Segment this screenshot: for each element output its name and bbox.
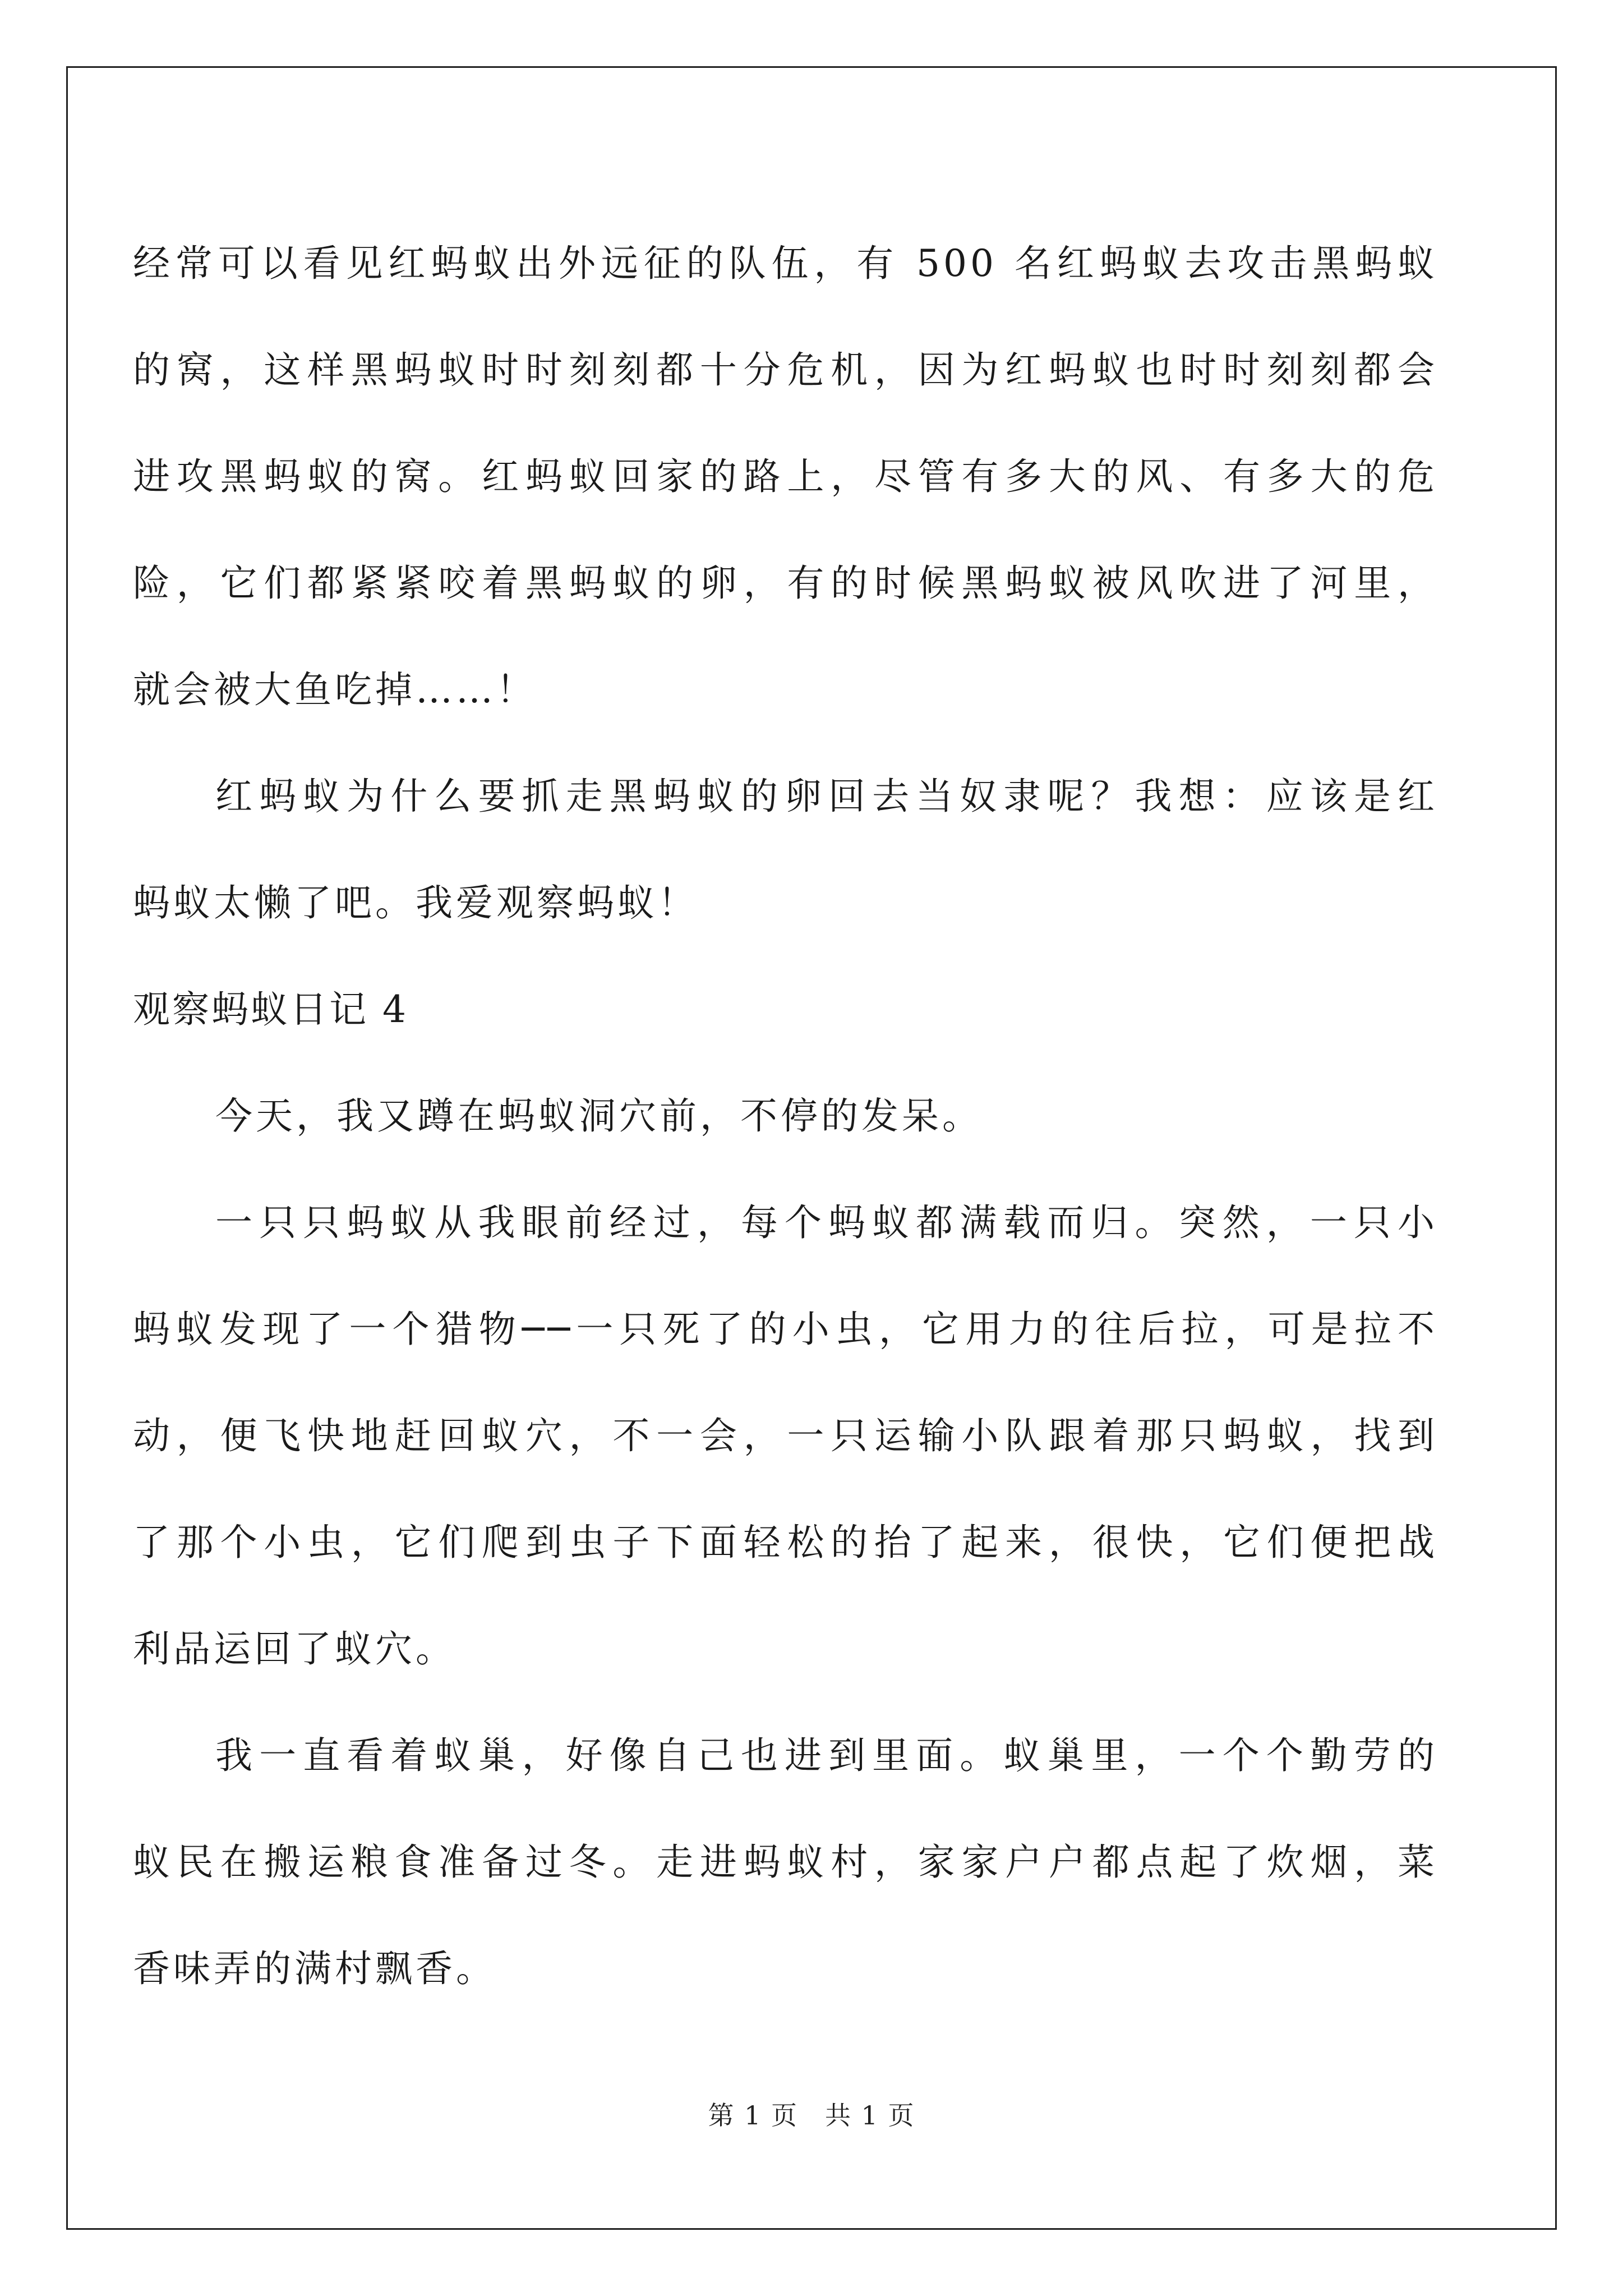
- text-line: 了那个小虫，它们爬到虫子下面轻松的抬了起来，很快，它们便把战: [133, 1521, 1438, 1564]
- page-footer: 第 1 页 共 1 页: [708, 2100, 915, 2131]
- text-line: 蚁民在搬运粮食准备过冬。走进蚂蚁村，家家户户都点起了炊烟，菜: [133, 1841, 1438, 1884]
- paragraph: [133, 210, 1438, 743]
- paragraph: [133, 1170, 1438, 1703]
- paragraph: [133, 1063, 1438, 1170]
- text-line: 我一直看着蚁巢，好像自己也进到里面。蚁巢里，一个个勤劳的: [215, 1734, 1438, 1777]
- text-line: 险，它们都紧紧咬着黑蚂蚁的卵，有的时候黑蚂蚁被风吹进了河里，: [133, 562, 1438, 605]
- text-line: 蚂蚁发现了一个猎物──一只死了的小虫，它用力的往后拉，可是拉不: [133, 1308, 1438, 1351]
- document-body: [133, 210, 1438, 2022]
- text-line: 利品运回了蚁穴。: [133, 1627, 456, 1671]
- text-line: 进攻黑蚂蚁的窝。红蚂蚁回家的路上，尽管有多大的风、有多大的危: [133, 455, 1438, 498]
- text-line: 经常可以看见红蚂蚁出外远征的队伍，有 500 名红蚂蚁去攻击黑蚂蚁: [133, 242, 1438, 285]
- text-line: 今天，我又蹲在蚂蚁洞穴前，不停的发呆。: [215, 1094, 983, 1138]
- text-line: 红蚂蚁为什么要抓走黑蚂蚁的卵回去当奴隶呢？我想：应该是红: [215, 775, 1438, 818]
- text-line: 香味弄的满村飘香。: [133, 1947, 496, 1990]
- paragraph: [133, 1703, 1438, 2022]
- text-line: 蚂蚁太懒了吧。我爱观察蚂蚁！: [133, 881, 698, 924]
- text-line: 就会被大鱼吃掉……！: [133, 668, 537, 711]
- text-line: 一只只蚂蚁从我眼前经过，每个蚂蚁都满载而归。突然，一只小: [215, 1201, 1438, 1244]
- paragraph: [133, 743, 1438, 956]
- text-line: 的窝，这样黑蚂蚁时时刻刻都十分危机，因为红蚂蚁也时时刻刻都会: [133, 348, 1438, 392]
- section-heading: 观察蚂蚁日记 4: [133, 988, 408, 1031]
- text-line: 动，便飞快地赶回蚁穴，不一会，一只运输小队跟着那只蚂蚁，找到: [133, 1414, 1438, 1457]
